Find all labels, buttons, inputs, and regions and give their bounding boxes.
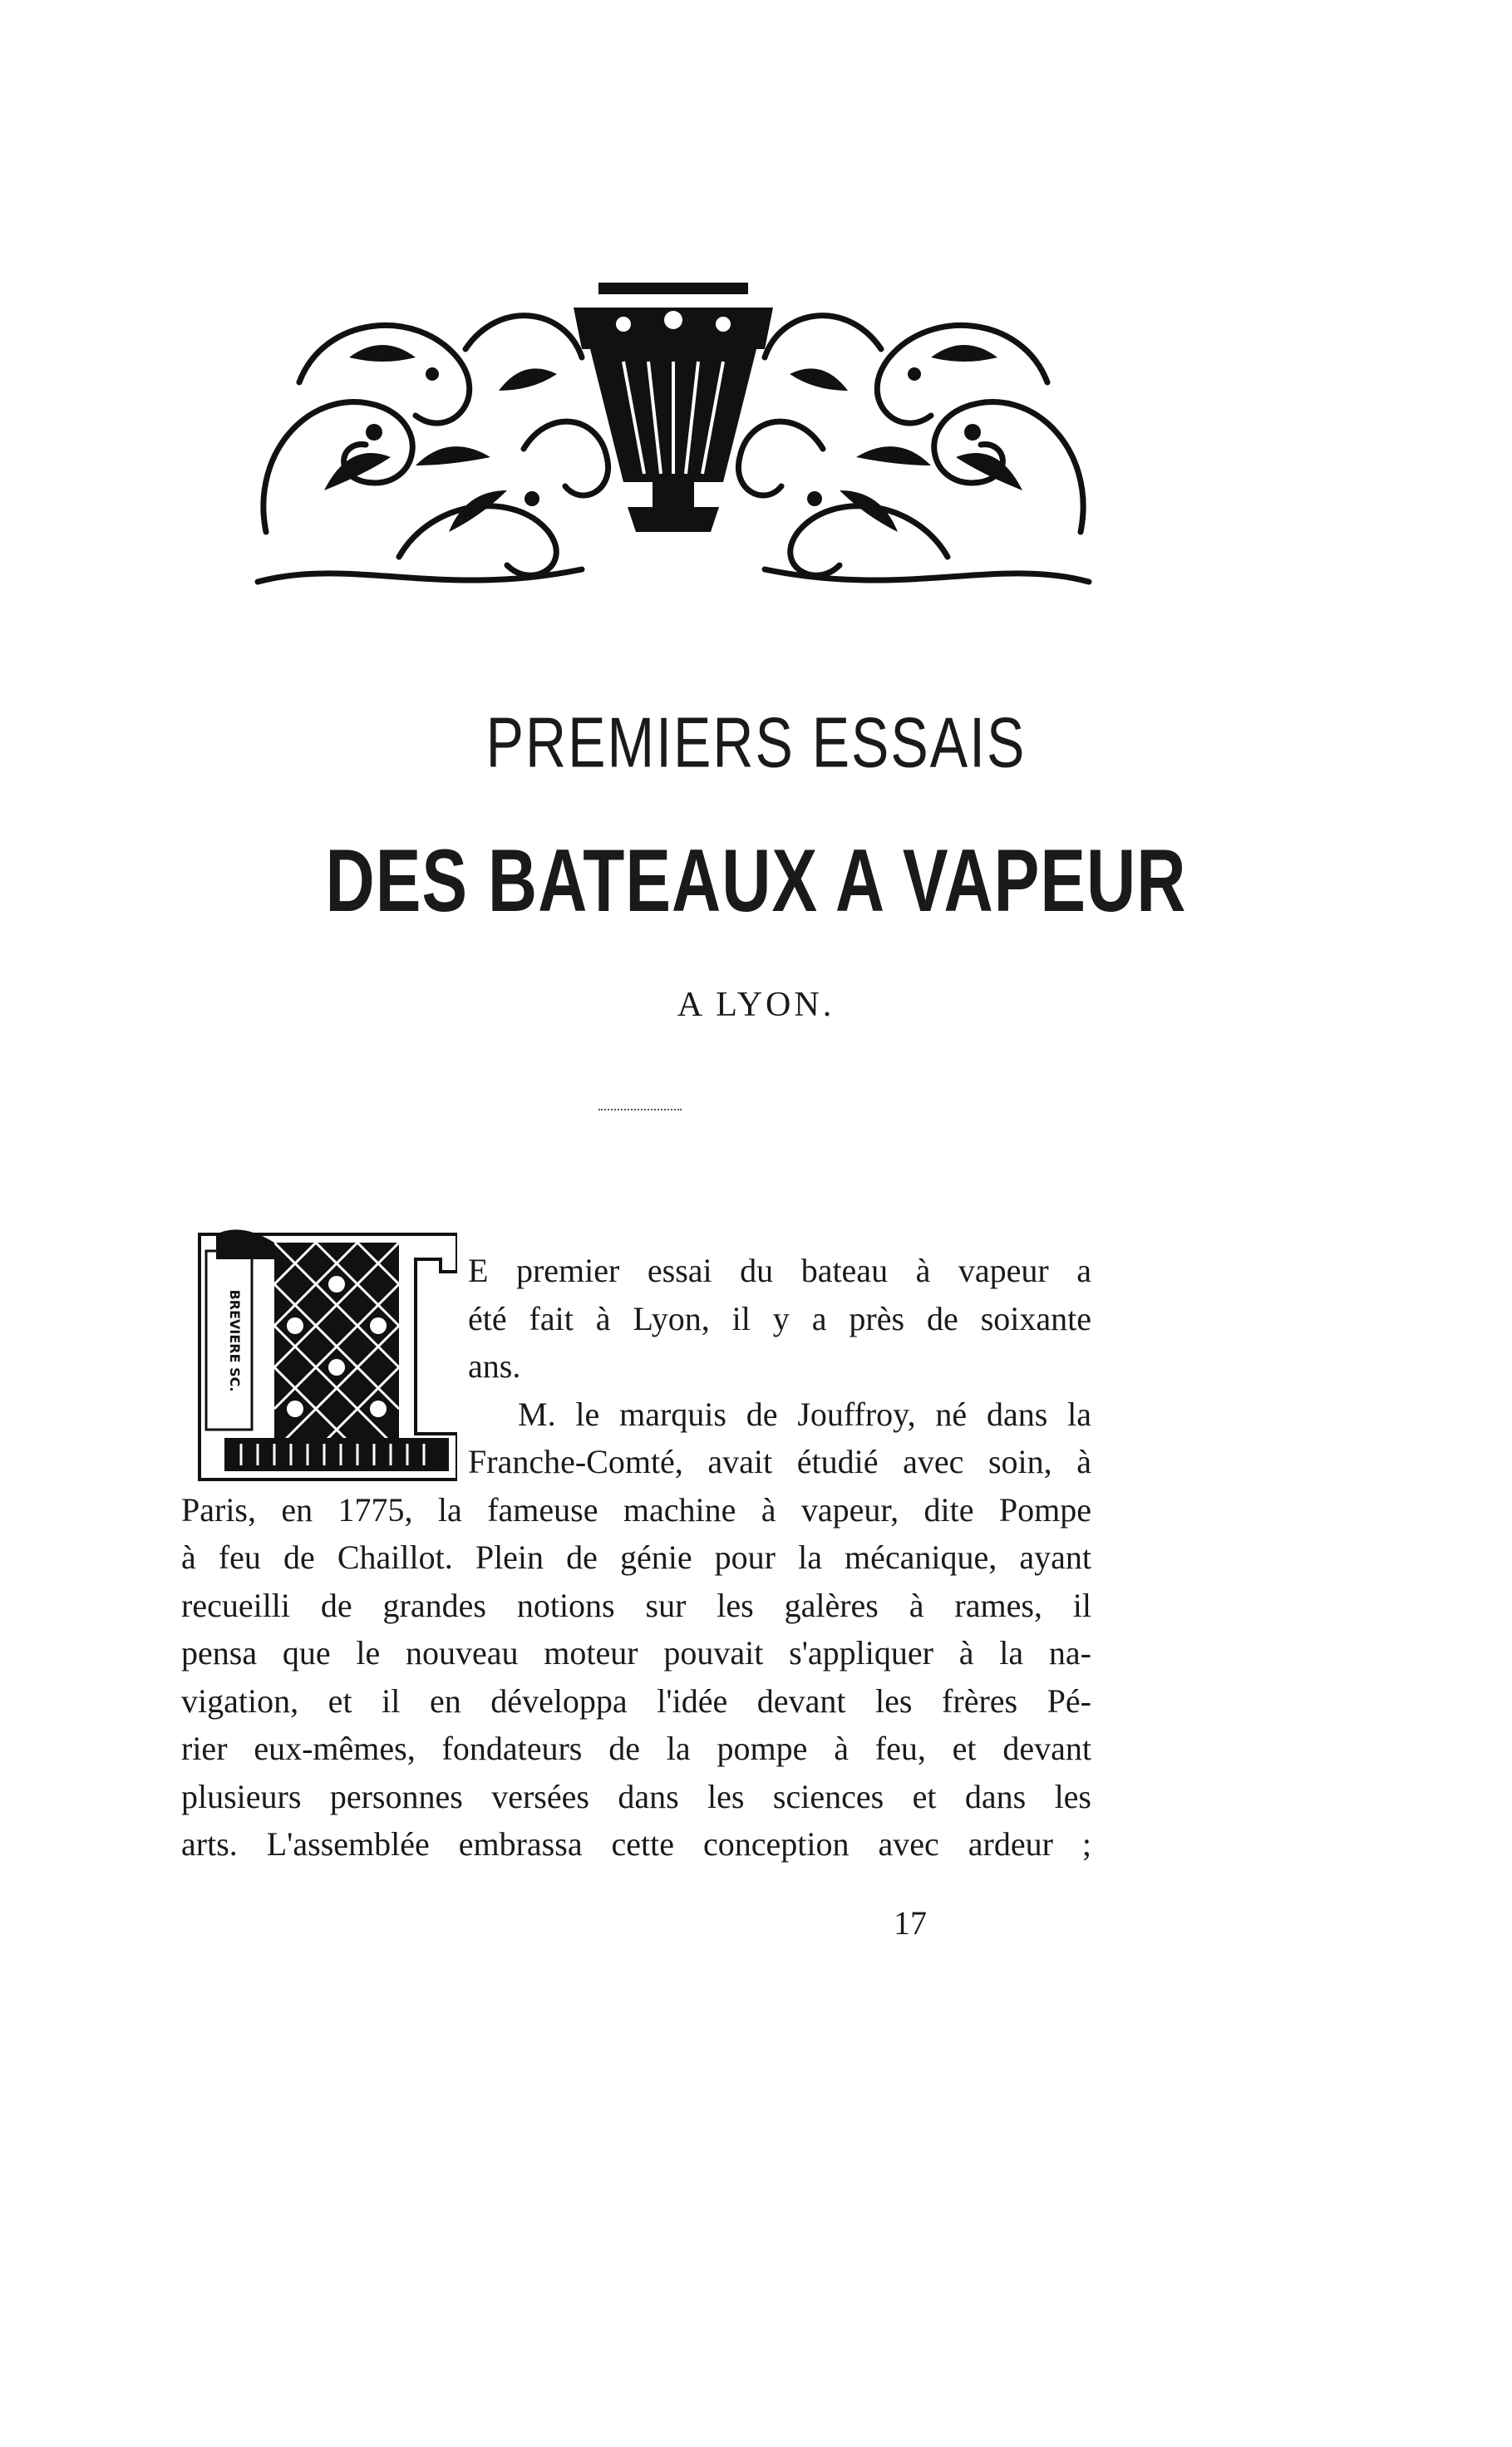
body-line: été fait à Lyon, il y a près de soixante <box>468 1299 1091 1337</box>
body-line: arts. L'assemblée embrassa cette conception avec ardeur ; <box>181 1825 1091 1863</box>
body-line: pensa que le nouveau moteur pouvait s'appliquer à la na- <box>181 1634 1091 1672</box>
title-line-1: PREMIERS ESSAIS <box>485 703 1027 783</box>
body-line: rier eux-mêmes, fondateurs de la pompe à feu, et devant <box>181 1730 1091 1767</box>
body-line: E premier essai du bateau à vapeur a <box>468 1252 1091 1289</box>
body-line: Franche-Comté, avait étudié avec soin, à <box>468 1443 1091 1480</box>
separator-rule <box>598 1109 682 1110</box>
body-line: vigation, et il en développa l'idée devant les frères Pé- <box>181 1681 1091 1720</box>
title-line-3: A LYON. <box>677 986 835 1024</box>
body-line: ans. <box>468 1347 521 1385</box>
svg-text:BREVIERE SC.: BREVIERE SC. <box>227 1289 243 1392</box>
body-line: plusieurs personnes versées dans les sciences et dans les <box>181 1777 1091 1815</box>
body-line: à feu de Chaillot. Plein de génie pour la mécanique, ayant <box>181 1539 1091 1576</box>
body-line: M. le marquis de Jouffroy, né dans la <box>518 1395 1091 1433</box>
page-number: 17 <box>894 1904 927 1942</box>
title-line-2: DES BATEAUX A VAPEUR <box>325 832 1187 931</box>
body-text <box>181 1247 1091 1868</box>
body-line: Paris, en 1775, la fameuse machine à vapeur, dite Pompe <box>181 1490 1091 1529</box>
body-line: recueilli de grandes notions sur les galères à rames, il <box>181 1586 1091 1624</box>
ornament-headpiece <box>249 283 1097 603</box>
